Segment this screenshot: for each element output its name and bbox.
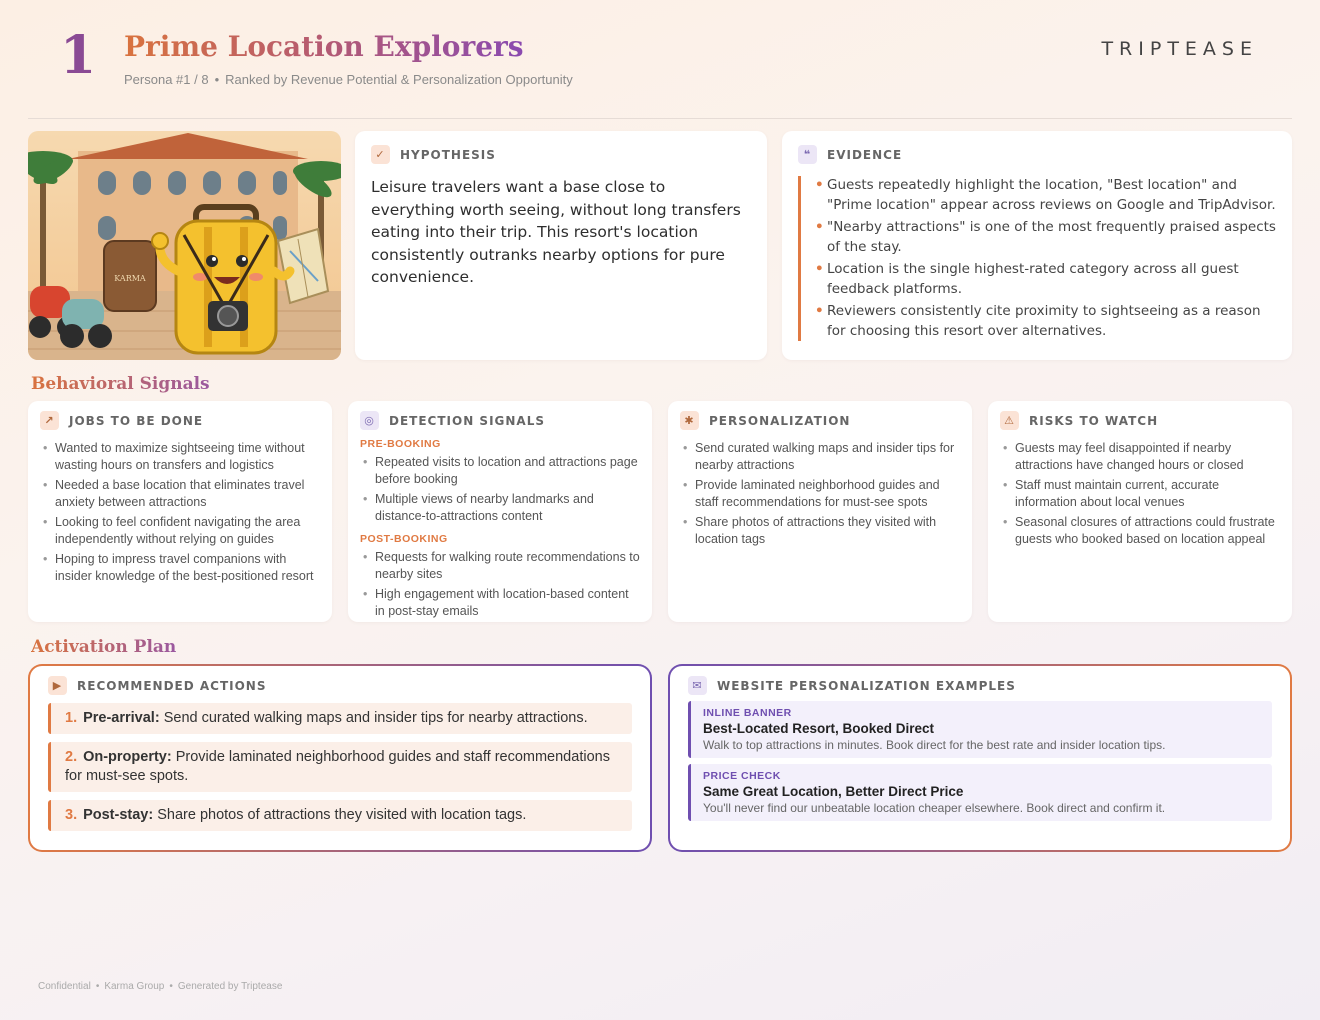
list-item: • Looking to feel confident navigating the area independently without relying on guides (40, 514, 320, 548)
footer-client: Karma Group (104, 981, 165, 992)
evidence-item: • Guests repeatedly highlight the location, "Best location" and "Prime location" appear across reviews on Google and TripAdvisor. (815, 176, 1276, 215)
risks-card (988, 401, 1292, 622)
list-item: • Share photos of attractions they visited with location tags (680, 514, 960, 548)
footer-confidential: Confidential (38, 981, 91, 992)
evidence-list (798, 176, 1276, 341)
ranking-note: Ranked by Revenue Potential & Personalization Opportunity (225, 72, 573, 87)
jobs-heading: JOBS TO BE DONE (69, 413, 204, 428)
envelope-icon: ✉ (688, 676, 707, 695)
evidence-card (782, 131, 1292, 360)
header-divider (28, 118, 1292, 119)
actions-heading: RECOMMENDED ACTIONS (77, 678, 267, 693)
sparkle-icon: ✱ (680, 411, 699, 430)
list-item: • Provide laminated neighborhood guides and staff recommendations for must-see spots (680, 477, 960, 511)
pre-booking-label: PRE-BOOKING (360, 438, 441, 450)
website-personalization-panel (668, 664, 1292, 852)
example-inline-banner: INLINE BANNER Best-Located Resort, Booked Direct Walk to top attractions in minutes. Book direct for the best rate and insider location tips. (688, 701, 1272, 758)
list-item: • Wanted to maximize sightseeing time without wasting hours on transfers and logistics (40, 440, 320, 474)
detection-signals-card (348, 401, 652, 622)
list-item: • Staff must maintain current, accurate information about local venues (1000, 477, 1280, 511)
footer: Confidential • Karma Group • Generated by Triptease (38, 981, 283, 992)
evidence-item: • Reviewers consistently cite proximity to sightseeing as a reason for choosing this resort over alternatives. (815, 302, 1276, 341)
personalization-header (680, 411, 960, 430)
page-subtitle: Persona #1 / 8 • Ranked by Revenue Potential & Personalization Opportunity (124, 72, 573, 87)
action-item-post-stay: 3. Post-stay: Share photos of attractions they visited with location tags. (48, 800, 632, 831)
list-item: • Seasonal closures of attractions could frustrate guests who booked based on location appeal (1000, 514, 1280, 548)
warning-icon: ⚠ (1000, 411, 1019, 430)
list-item: • Requests for walking route recommendations to nearby sites (360, 549, 640, 583)
footer-generated: Generated by Triptease (177, 981, 283, 992)
detection-heading: DETECTION SIGNALS (389, 413, 545, 428)
page-title: Prime Location Explorers (124, 30, 524, 63)
list-item: • Repeated visits to location and attractions page before booking (360, 454, 640, 488)
persona-rank: 1 (60, 25, 97, 86)
post-booking-list (360, 549, 640, 620)
evidence-item: • Location is the single highest-rated category across all guest feedback platforms. (815, 260, 1276, 299)
list-item: • Multiple views of nearby landmarks and distance-to-attractions content (360, 491, 640, 525)
list-item: • High engagement with location-based content in post-stay emails (360, 586, 640, 620)
jobs-list (40, 440, 320, 585)
action-item-on-property: 2. On-property: Provide laminated neighborhood guides and staff recommendations for must-see spots. (48, 742, 632, 792)
play-icon: ▶ (48, 676, 67, 695)
action-item-pre-arrival: 1. Pre-arrival: Send curated walking maps and insider tips for nearby attractions. (48, 703, 632, 734)
behavioral-signals-title: Behavioral Signals (31, 374, 210, 394)
jobs-to-be-done-card (28, 401, 332, 622)
evidence-header (798, 145, 1276, 164)
hypothesis-text: Leisure travelers want a base close to everything worth seeing, without long transfers eating into their trip. This resort's location consistently outranks nearby options for pure convenience. (371, 178, 741, 286)
check-icon: ✓ (371, 145, 390, 164)
detection-header (360, 411, 640, 430)
actions-header (48, 676, 632, 695)
target-icon: ◎ (360, 411, 379, 430)
list-item: • Hoping to impress travel companions with insider knowledge of the best-positioned resort (40, 551, 320, 585)
jobs-header (40, 411, 320, 430)
suitcase-mascot-illustration (28, 131, 341, 360)
list-item: • Needed a base location that eliminates travel anxiety between attractions (40, 477, 320, 511)
quote-icon: ❝ (798, 145, 817, 164)
resort-sign-text: KARMA (114, 274, 146, 283)
risks-header (1000, 411, 1280, 430)
brand-logo: TRIPTEASE (1101, 38, 1258, 60)
hypothesis-header (371, 145, 751, 164)
risks-heading: RISKS TO WATCH (1029, 413, 1159, 428)
post-booking-label: POST-BOOKING (360, 533, 448, 545)
examples-heading: WEBSITE PERSONALIZATION EXAMPLES (717, 678, 1016, 693)
evidence-item: • "Nearby attractions" is one of the most frequently praised aspects of the stay. (815, 218, 1276, 257)
example-price-check: PRICE CHECK Same Great Location, Better Direct Price You'll never find our unbeatable location cheaper elsewhere. Book direct and confirm it. (688, 764, 1272, 821)
hero-illustration (28, 131, 341, 360)
list-item: • Guests may feel disappointed if nearby attractions have changed hours or closed (1000, 440, 1280, 474)
persona-label: Persona #1 / 8 (124, 72, 209, 87)
risks-list (1000, 440, 1280, 548)
list-item: • Send curated walking maps and insider tips for nearby attractions (680, 440, 960, 474)
activation-plan-title: Activation Plan (31, 637, 177, 657)
personalization-list (680, 440, 960, 548)
hypothesis-heading: HYPOTHESIS (400, 147, 496, 162)
evidence-heading: EVIDENCE (827, 147, 903, 162)
personalization-card (668, 401, 972, 622)
trend-arrow-icon: ↗ (40, 411, 59, 430)
personalization-heading: PERSONALIZATION (709, 413, 851, 428)
examples-header (688, 676, 1272, 695)
hypothesis-card (355, 131, 767, 360)
recommended-actions-panel (28, 664, 652, 852)
pre-booking-list (360, 454, 640, 525)
